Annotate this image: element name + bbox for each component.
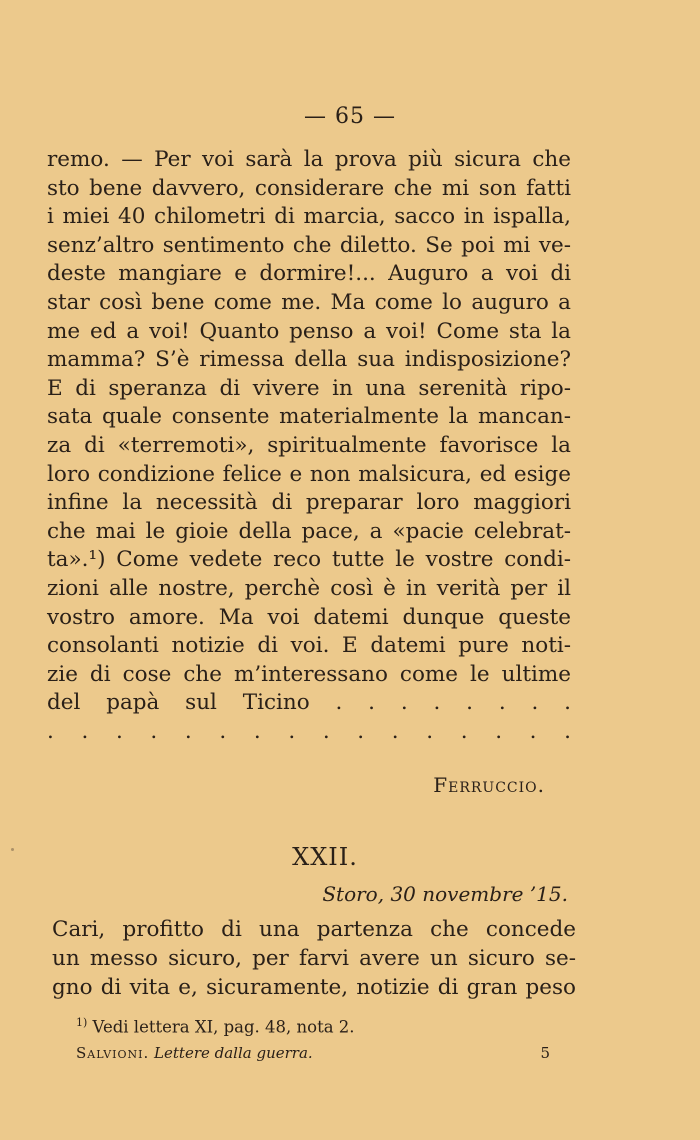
footer-citation (76, 1044, 313, 1062)
body-line: me ed a voi! Quanto penso a voi! Come sta la (47, 318, 571, 344)
footnote-text: Vedi lettera XI, pag. 48, nota 2. (92, 1017, 355, 1037)
body-line: i miei 40 chilometri di marcia, sacco in ispalla, (47, 204, 571, 230)
body-line: remo. — Per voi sarà la prova più sicura che (47, 147, 571, 172)
body-line: un messo sicuro, per farvi avere un sicuro se- (52, 946, 576, 971)
body-line: loro condizione felice e non malsicura, ed esige (47, 461, 571, 487)
body-line: gno di vita e, sicuramente, notizie di gran peso (52, 975, 576, 1000)
body-line: del papà sul Ticino . . . . . . . . (47, 690, 571, 716)
body-line: vostro amore. Ma voi datemi dunque queste (47, 604, 571, 630)
body-line: Cari, profitto di una partenza che concede (52, 917, 576, 942)
ellipsis-line: . . . . . . . . . . . . . . . . (47, 718, 571, 744)
body-line: sto bene davvero, considerare che mi son fatti (47, 175, 571, 201)
body-line: mamma? S’è rimessa della sua indisposizione? (47, 347, 571, 373)
footer-author: Salvioni. (76, 1044, 150, 1062)
body-line: sata quale consente materialmente la mancan- (47, 404, 571, 430)
body-line: che mai le gioie della pace, a «pacie celebrat- (47, 518, 571, 544)
paper-speck (11, 848, 14, 851)
body-line: za di «terremoti», spiritualmente favorisce la (47, 432, 571, 458)
letter-body (47, 146, 571, 746)
dateline: Storo, 30 novembre ’15. (322, 882, 568, 906)
body-line: zie di cose che m’interessano come le ultime (47, 661, 571, 687)
body-line: ta».¹) Come vedete reco tutte le vostre condi- (47, 547, 571, 573)
body-line: star così bene come me. Ma come lo auguro a (47, 289, 571, 315)
body-line: deste mangiare e dormire!... Auguro a voi di (47, 261, 571, 287)
footnote-marker: 1) (76, 1016, 88, 1029)
body-line: senz’altro sentimento che diletto. Se poi mi ve- (47, 232, 571, 258)
body-line: consolanti notizie di voi. E datemi pure noti- (47, 633, 571, 659)
signature-mark: 5 (540, 1044, 550, 1062)
chapter-heading: XXII. (292, 843, 358, 871)
page-number: — 65 — (304, 104, 396, 129)
signature: Ferruccio. (433, 773, 545, 797)
body-line: E di speranza di vivere in una serenità ripo- (47, 375, 571, 401)
running-footer (76, 1044, 550, 1062)
body-line: zioni alle nostre, perchè così è in verità per il (47, 575, 571, 601)
body-line: infine la necessità di preparar loro maggiori (47, 490, 571, 516)
next-letter-body (52, 915, 576, 1002)
footer-title: Lettere dalla guerra. (154, 1044, 313, 1062)
footnote (76, 1016, 355, 1037)
